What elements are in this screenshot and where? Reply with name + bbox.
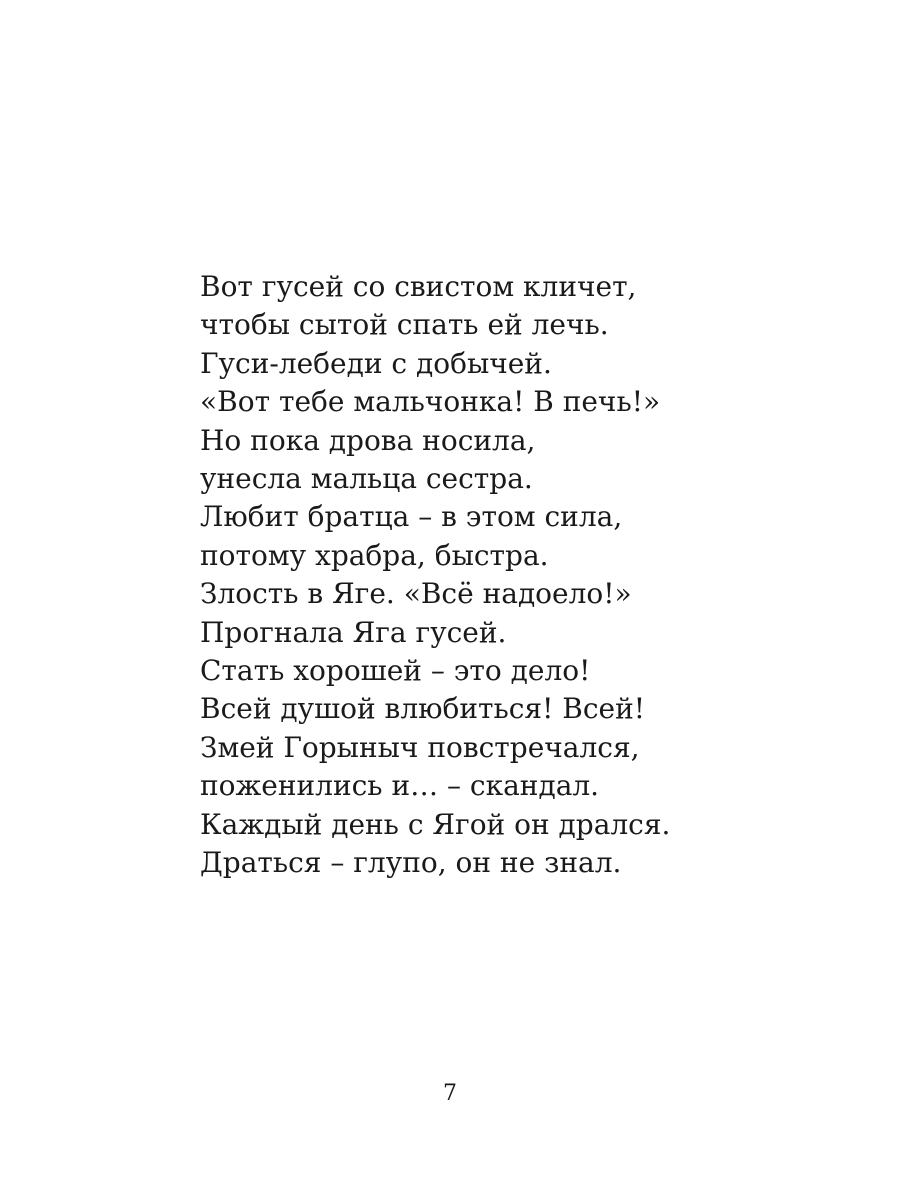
poem-line: поженились и… – скандал. — [200, 769, 600, 803]
poem-line: Вот гусей со свистом кличет, — [200, 270, 637, 303]
poem-line: Драться – глупо, он не знал. — [200, 846, 622, 880]
poem-line: Но пока дрова носила, — [200, 423, 536, 457]
poem-line: Гуси-лебеди с добычей. — [200, 346, 552, 380]
poem-line: чтобы сытой спать ей лечь. — [200, 308, 609, 342]
poem-line: Злость в Яге. «Всё надоело!» — [200, 577, 632, 611]
poem-line: унесла мальца сестра. — [200, 462, 533, 496]
poem-line: потому храбра, быстра. — [200, 538, 549, 572]
poem-line: Прогнала Яга гусей. — [200, 615, 507, 649]
poem-line: Каждый день с Ягой он дрался. — [200, 807, 671, 841]
page-number: 7 — [443, 1081, 457, 1106]
poem-line: Любит братца – в этом сила, — [200, 500, 623, 534]
poem-line: Всей душой влюбиться! Всей! — [200, 692, 645, 726]
poem-line: Змей Горыныч повстречался, — [200, 730, 640, 764]
poem-line: «Вот тебе мальчонка! В печь!» — [200, 385, 661, 419]
poem-text — [200, 268, 840, 883]
poem-line: Стать хорошей – это дело! — [200, 654, 591, 688]
